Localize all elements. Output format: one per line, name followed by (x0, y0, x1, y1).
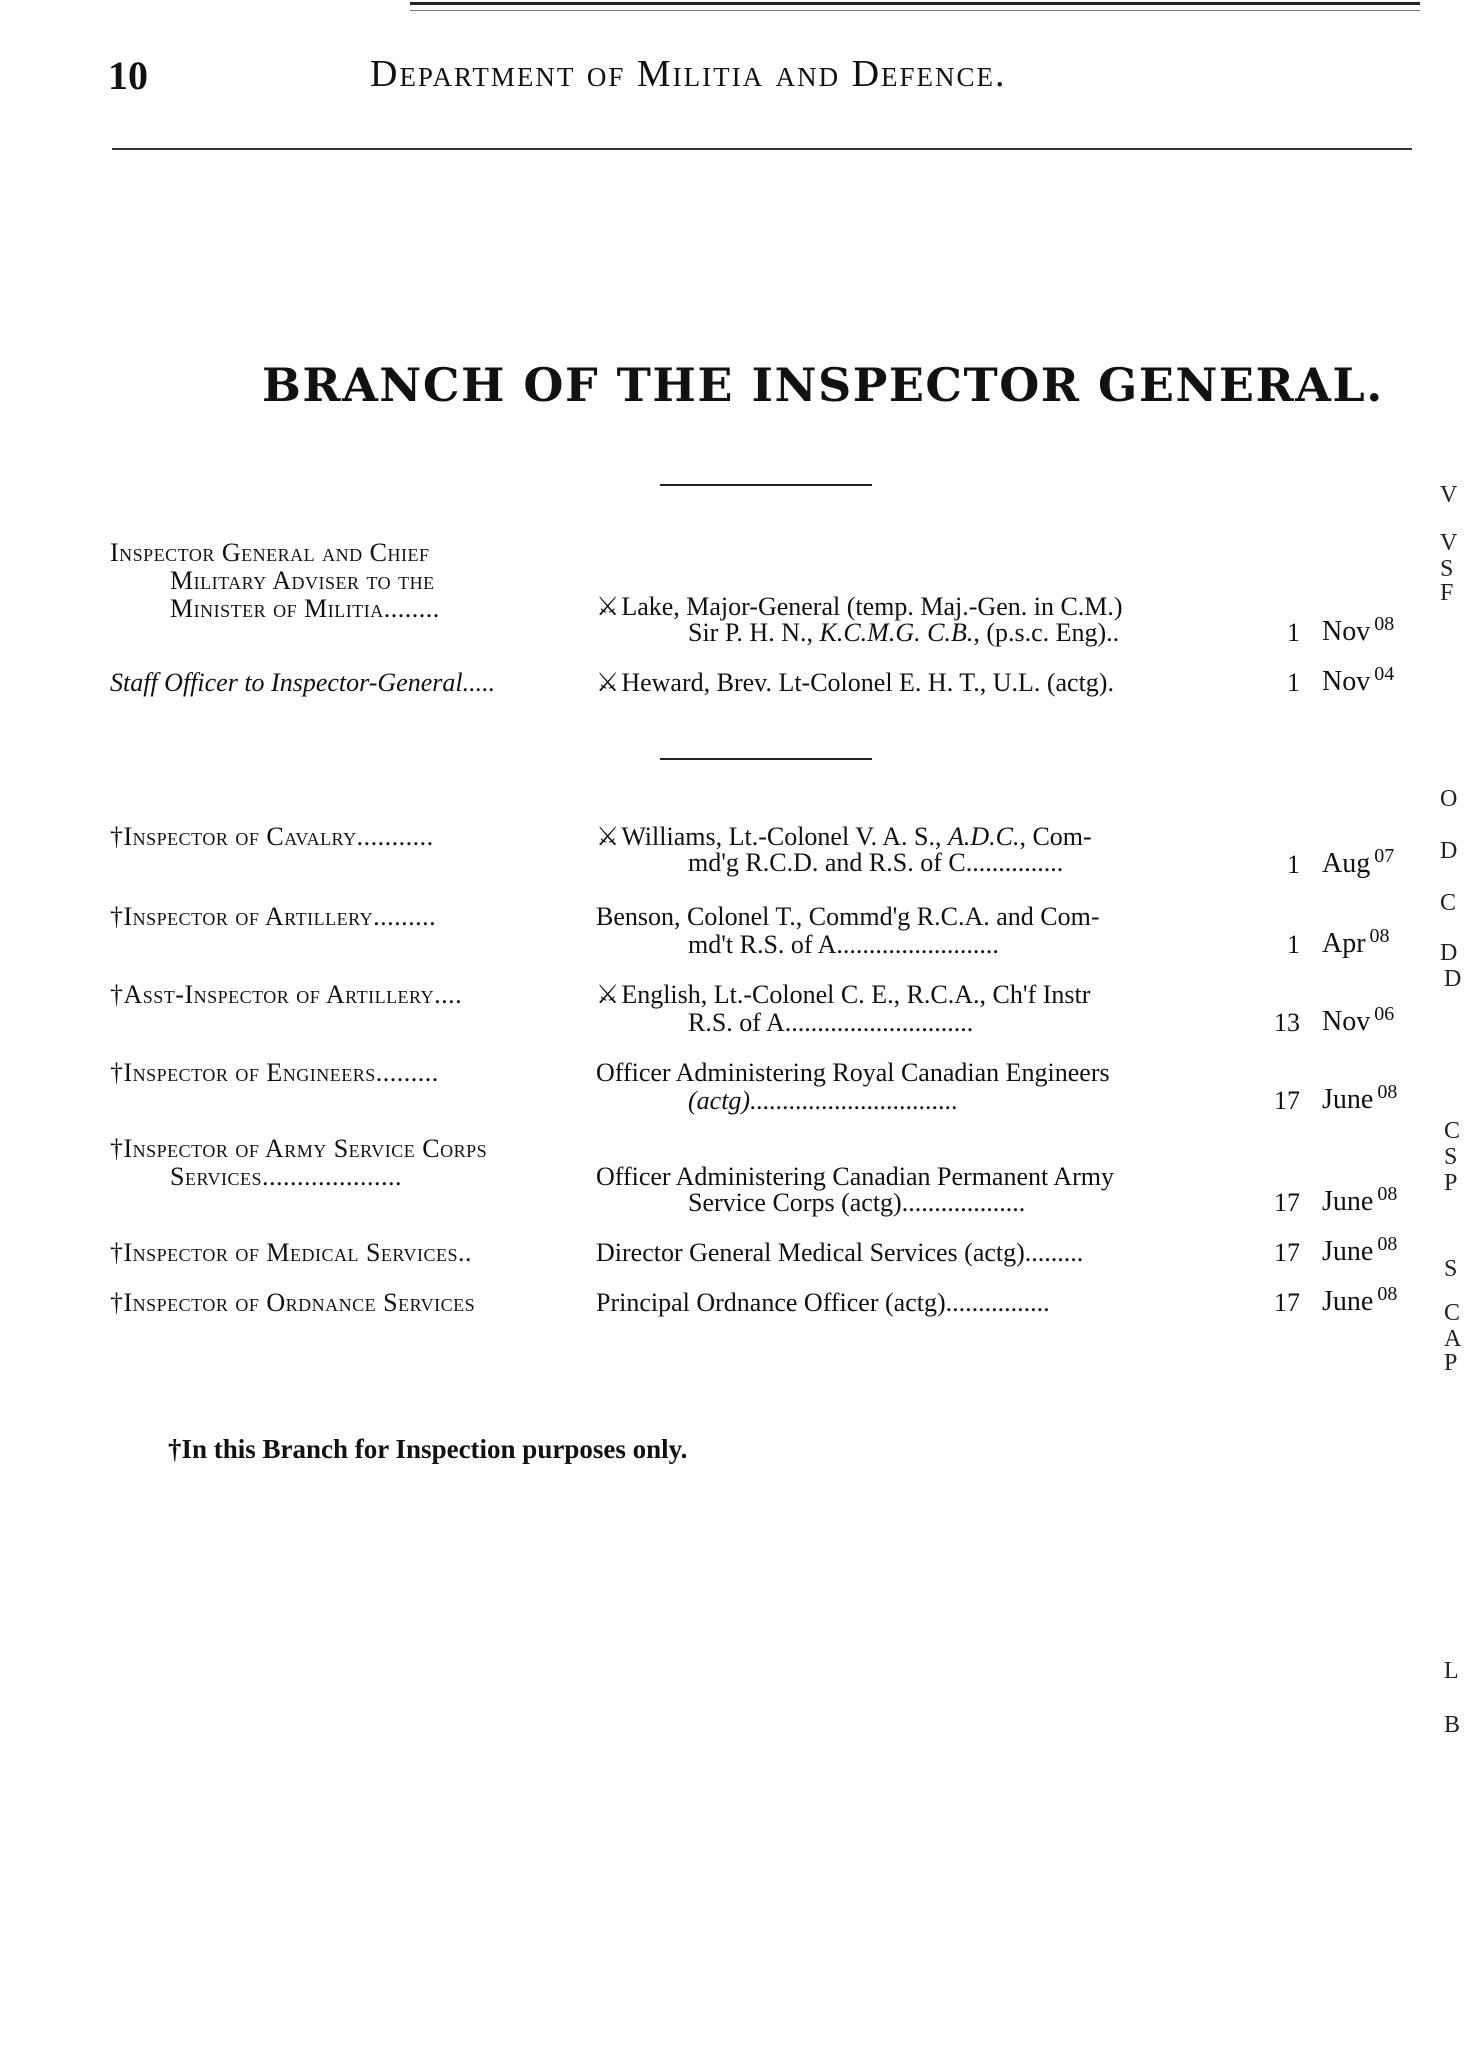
margin-fragment: F (1440, 580, 1454, 606)
entry-name: ⚔Lake, Major-General (temp. Maj.-Gen. in C.M.) (596, 592, 1123, 621)
entry-name: Officer Administering Royal Canadian Engineers (596, 1058, 1110, 1087)
entry-day: 1 (1287, 618, 1300, 647)
branch-title: BRANCH OF THE INSPECTOR GENERAL. (262, 358, 1384, 412)
margin-fragment: S (1444, 1256, 1458, 1282)
page-number: 10 (108, 53, 148, 98)
footnote: †In this Branch for Inspection purposes only. (168, 1434, 688, 1464)
crossed-swords-icon: ⚔ (596, 822, 620, 851)
entry-day: 17 (1274, 1238, 1300, 1267)
entry-label-line: Inspector General and Chief (110, 538, 430, 567)
margin-fragment: P (1444, 1170, 1458, 1196)
entry-date: June $^{08}$ (1322, 1183, 1398, 1217)
entry-name: Officer Administering Canadian Permanent Army (596, 1162, 1114, 1191)
entry-name: Benson, Colonel T., Commd'g R.C.A. and Com- (596, 902, 1100, 931)
entry-label-line: Minister of Militia........ (170, 594, 440, 623)
entry-date: Aug $^{07}$ (1322, 845, 1395, 879)
margin-fragment: B (1444, 1712, 1461, 1738)
entry-label: †Inspector of Ordnance Services (110, 1288, 476, 1317)
margin-fragment: D (1444, 966, 1462, 992)
crossed-swords-icon: ⚔ (596, 980, 620, 1009)
margin-fragment: C (1444, 1300, 1461, 1326)
margin-fragment: A (1444, 1326, 1462, 1352)
entry-name-continued: md'g R.C.D. and R.S. of C............... (688, 848, 1064, 877)
entry-label: †Inspector of Medical Services.. (110, 1238, 472, 1267)
entry-day: 13 (1274, 1008, 1300, 1037)
entry-date: June $^{08}$ (1322, 1283, 1398, 1317)
margin-fragment: C (1444, 1118, 1461, 1144)
entry-label: †Inspector of Cavalry........... (110, 822, 434, 851)
entry-day: 17 (1274, 1086, 1300, 1115)
entry-day: 17 (1274, 1288, 1300, 1317)
section-divider (660, 758, 872, 760)
running-head: Department of Militia and Defence. (370, 53, 1007, 95)
entry-name: Director General Medical Services (actg)......... (596, 1238, 1084, 1267)
margin-fragment: S (1440, 556, 1454, 582)
entry-date: Apr $^{08}$ (1322, 925, 1390, 959)
margin-fragment: C (1440, 890, 1457, 916)
entry-label-line: Military Adviser to the (170, 566, 435, 595)
margin-fragment: V (1440, 482, 1458, 508)
margin-fragment: V (1440, 530, 1458, 556)
margin-fragment: S (1444, 1144, 1458, 1170)
entry-day: 17 (1274, 1188, 1300, 1217)
entry-date: Nov $^{06}$ (1322, 1003, 1395, 1037)
crossed-swords-icon: ⚔ (596, 592, 620, 621)
entry-name: Principal Ordnance Officer (actg)................ (596, 1288, 1050, 1317)
header-rule (112, 148, 1412, 150)
entry-name-continued: R.S. of A............................. (688, 1008, 974, 1037)
margin-fragment: O (1440, 786, 1458, 812)
top-rule-thin (410, 10, 1420, 11)
entry-day: 1 (1287, 668, 1300, 697)
entry-name-continued: Service Corps (actg)................... (688, 1188, 1026, 1217)
entry-date: June $^{08}$ (1322, 1081, 1398, 1115)
section-divider (660, 484, 872, 486)
entry-label: †Inspector of Artillery......... (110, 902, 437, 931)
entry-label: Staff Officer to Inspector-General..... (110, 668, 496, 697)
entry-name: ⚔Williams, Lt.-Colonel V. A. S., A.D.C., Com- (596, 822, 1092, 851)
margin-fragment: D (1440, 838, 1458, 864)
entry-date: Nov $^{04}$ (1322, 663, 1395, 697)
crossed-swords-icon: ⚔ (596, 668, 620, 697)
margin-fragment: P (1444, 1350, 1458, 1376)
entry-name-continued: md't R.S. of A......................... (688, 930, 999, 959)
entry-label: †Asst-Inspector of Artillery.... (110, 980, 463, 1009)
entry-label-line: Services.................... (170, 1162, 403, 1191)
entry-label: †Inspector of Engineers......... (110, 1058, 439, 1087)
entry-name-continued: Sir P. H. N., K.C.M.G. C.B., (p.s.c. Eng).. (688, 618, 1120, 647)
entry-name-continued: (actg)................................ (688, 1086, 959, 1115)
entry-day: 1 (1287, 850, 1300, 879)
entry-date: Nov $^{08}$ (1322, 613, 1395, 647)
entry-date: June $^{08}$ (1322, 1233, 1398, 1267)
entry-name: ⚔English, Lt.-Colonel C. E., R.C.A., Ch'f Instr (596, 980, 1091, 1009)
margin-fragment: L (1444, 1658, 1459, 1684)
margin-fragment: D (1440, 940, 1458, 966)
entry-name: ⚔Heward, Brev. Lt-Colonel E. H. T., U.L. (actg). (596, 668, 1114, 697)
entry-label-line: †Inspector of Army Service Corps (110, 1134, 488, 1163)
entry-day: 1 (1287, 930, 1300, 959)
top-rule (410, 2, 1420, 5)
